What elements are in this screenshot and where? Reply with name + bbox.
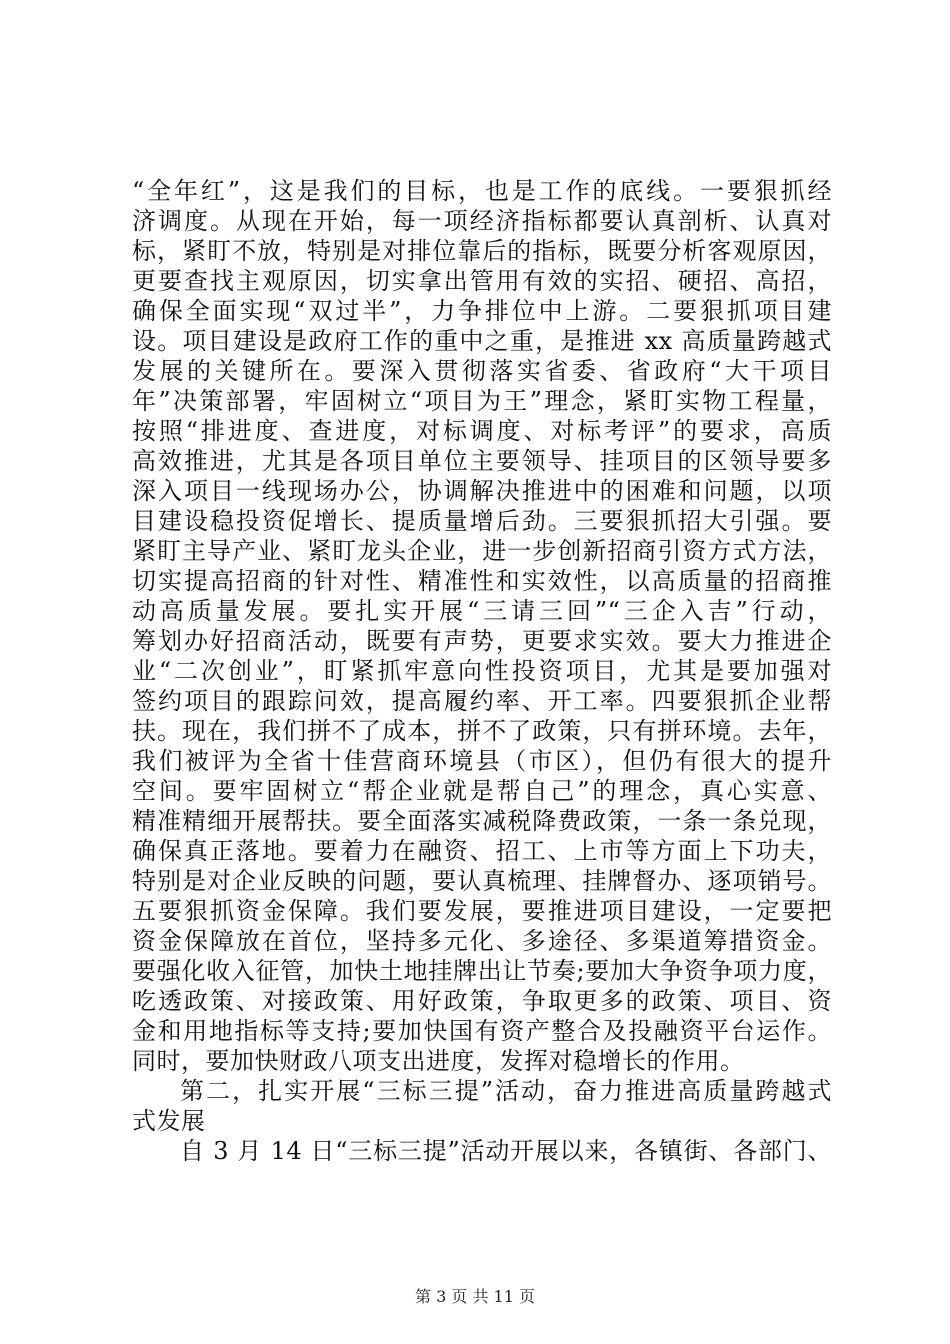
text-line: 济调度。从现在开始，每一项经济指标都要认真剖析、认真对 (132, 207, 832, 235)
text-line: 签约项目的跟踪问效，提高履约率、开工率。四要狠抓企业帮 (132, 687, 832, 715)
text-line: 业“二次创业”，盯紧抓牢意向性投资项目，尤其是要加强对 (132, 657, 832, 685)
text-line: 空间。要牢固树立“帮企业就是帮自己”的理念，真心实意、 (132, 777, 832, 805)
text-line: 高效推进，尤其是各项目单位主要领导、挂项目的区领导要多 (132, 447, 832, 475)
text-line: 更要查找主观原因，切实拿出管用有效的实招、硬招、高招， (132, 267, 832, 295)
text-line: 确保全面实现“双过半”，力争排位中上游。二要狠抓项目建 (132, 297, 832, 325)
text-line: 金和用地指标等支持;要加快国有资产整合及投融资平台运作。 (132, 1017, 832, 1045)
text-line: 我们被评为全省十佳营商环境县（市区），但仍有很大的提升 (132, 747, 832, 775)
section-heading-continued: 式发展 (132, 1107, 206, 1135)
text-line: 确保真正落地。要着力在融资、招工、上市等方面上下功夫， (132, 837, 832, 865)
text-line: 目建设稳投资促增长、提质量增后劲。三要狠抓招大引强。要 (132, 507, 832, 535)
text-line: 年”决策部署，牢固树立“项目为王”理念，紧盯实物工程量， (132, 387, 832, 415)
text-line: 标，紧盯不放，特别是对排位靠后的指标，既要分析客观原因， (132, 237, 832, 265)
text-line: 同时，要加快财政八项支出进度，发挥对稳增长的作用。 (132, 1047, 745, 1075)
text-line: 自 3 月 14 日“三标三提”活动开展以来，各镇街、各部门、 (180, 1137, 832, 1165)
text-line: 资金保障放在首位，坚持多元化、多途径、多渠道筹措资金。 (132, 927, 832, 955)
text-line: 筹划办好招商活动，既要有声势，更要求实效。要大力推进企 (132, 627, 832, 655)
text-line: 紧盯主导产业、紧盯龙头企业，进一步创新招商引资方式方法， (132, 537, 832, 565)
text-line: 要强化收入征管，加快土地挂牌出让节奏;要加大争资争项力度， (132, 957, 832, 985)
text-line: 切实提高招商的针对性、精准性和实效性，以高质量的招商推 (132, 567, 832, 595)
text-line: 扶。现在，我们拼不了成本，拼不了政策，只有拼环境。去年， (132, 717, 832, 745)
section-heading: 第二，扎实开展“三标三提”活动，奋力推进高质量跨越式 (180, 1077, 832, 1105)
text-line: 深入项目一线现场办公，协调解决推进中的困难和问题，以项 (132, 477, 832, 505)
text-line: 吃透政策、对接政策、用好政策，争取更多的政策、项目、资 (132, 987, 832, 1015)
text-line: 发展的关键所在。要深入贯彻落实省委、省政府“大干项目 (132, 357, 832, 385)
text-line: 精准精细开展帮扶。要全面落实减税降费政策，一条一条兑现， (132, 807, 832, 835)
text-line: 设。项目建设是政府工作的重中之重，是推进 xx 高质量跨越式 (132, 327, 832, 355)
text-line: “全年红”，这是我们的目标，也是工作的底线。一要狠抓经 (132, 177, 832, 205)
text-line: 动高质量发展。要扎实开展“三请三回”“三企入吉”行动， (132, 597, 832, 625)
text-line: 按照“排进度、查进度，对标调度、对标考评”的要求，高质 (132, 417, 832, 445)
text-line: 特别是对企业反映的问题，要认真梳理、挂牌督办、逐项销号。 (132, 867, 832, 895)
page-number-footer: 第 3 页 共 11 页 (415, 1287, 535, 1306)
text-line: 五要狠抓资金保障。我们要发展，要推进项目建设，一定要把 (132, 897, 832, 925)
